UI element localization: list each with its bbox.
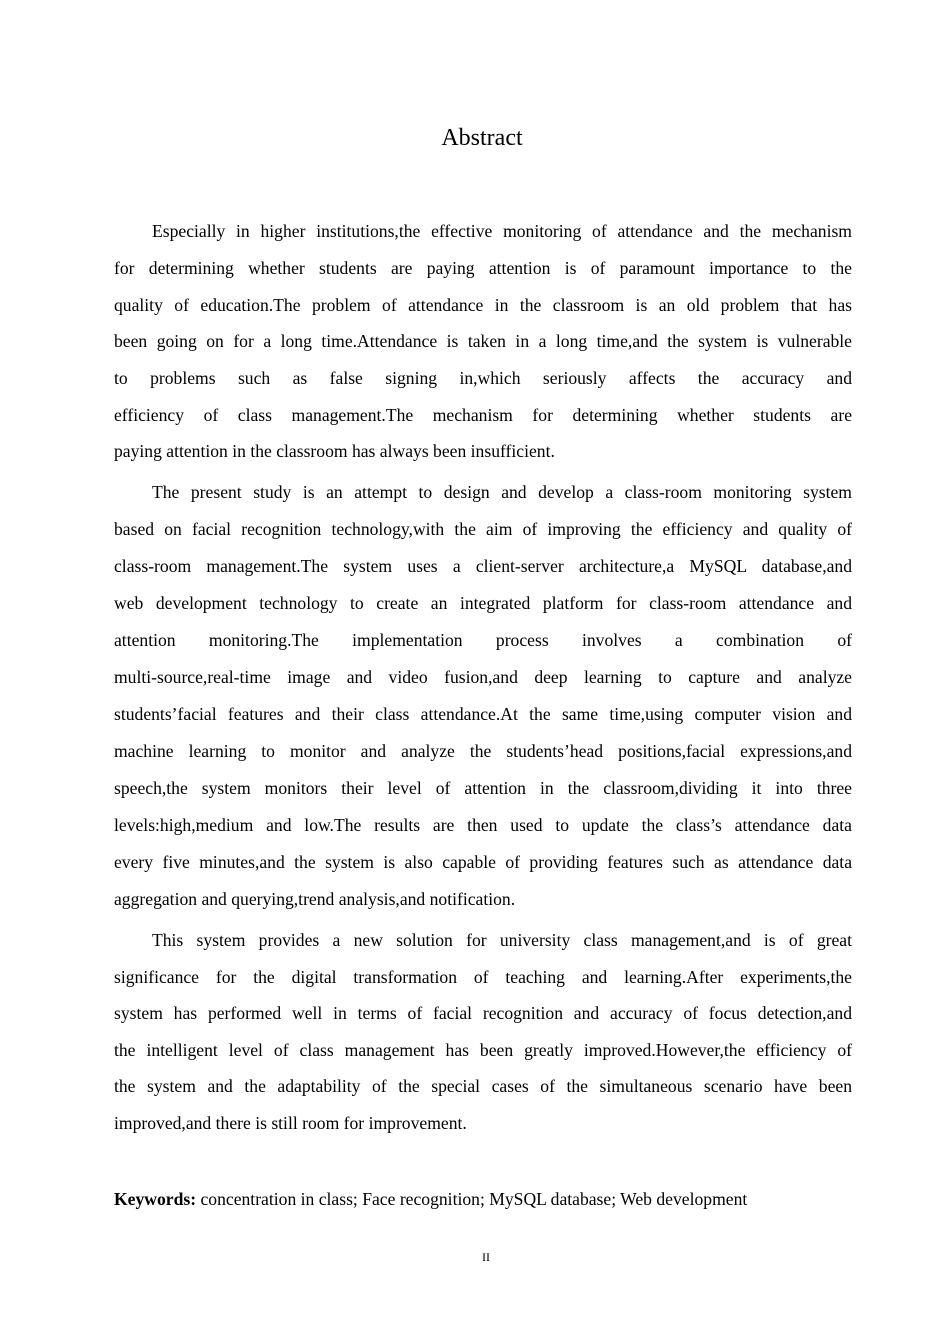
text-line: efficiency of class management.The mechanism for determining whether students are — [114, 405, 852, 425]
text-line: the intelligent level of class management has been greatly improved.However,the efficiency of — [114, 1040, 852, 1060]
text-line: for determining whether students are paying attention is of paramount importance to the — [114, 258, 852, 278]
text-line: class-room management.The system uses a client-server architecture,a MySQL database,and — [114, 556, 852, 576]
keywords-text: concentration in class; Face recognition; MySQL database; Web development — [196, 1189, 748, 1209]
abstract-title: Abstract — [441, 125, 523, 151]
text-line: system has performed well in terms of facial recognition and accuracy of focus detection,and — [114, 1003, 852, 1023]
text-line: aggregation and querying,trend analysis,and notification. — [114, 889, 516, 909]
text-line: web development technology to create an integrated platform for class-room attendance and — [114, 593, 852, 613]
text-line: significance for the digital transformation of teaching and learning.After experiments,the — [114, 967, 852, 987]
text-line: attention monitoring.The implementation process involves a combination of — [114, 630, 852, 650]
text-line: This system provides a new solution for university class management,and is of great — [152, 930, 852, 950]
keywords-line — [114, 1187, 747, 1211]
text-line: every five minutes,and the system is also capable of providing features such as attendance data — [114, 852, 852, 872]
text-line: improved,and there is still room for improvement. — [114, 1113, 467, 1133]
text-line: paying attention in the classroom has always been insufficient. — [114, 441, 555, 461]
keywords-label: Keywords: — [114, 1189, 197, 1209]
text-line: Especially in higher institutions,the effective monitoring of attendance and the mechanism — [152, 221, 852, 241]
text-line: students’facial features and their class attendance.At the same time,using computer vision and — [114, 704, 852, 724]
text-line: levels:high,medium and low.The results are then used to update the class’s attendance data — [114, 815, 852, 835]
text-line: multi-source,real-time image and video fusion,and deep learning to capture and analyze — [114, 667, 852, 687]
text-line: based on facial recognition technology,with the aim of improving the efficiency and quality of — [114, 519, 852, 539]
text-line: been going on for a long time.Attendance is taken in a long time,and the system is vulnerable — [114, 331, 852, 351]
text-line: speech,the system monitors their level of attention in the classroom,dividing it into three — [114, 778, 852, 798]
text-line: the system and the adaptability of the special cases of the simultaneous scenario have been — [114, 1076, 852, 1096]
text-line: The present study is an attempt to design and develop a class-room monitoring system — [152, 482, 852, 502]
text-line: machine learning to monitor and analyze the students’head positions,facial expressions,and — [114, 741, 852, 761]
text-line: to problems such as false signing in,which seriously affects the accuracy and — [114, 368, 852, 388]
text-line: quality of education.The problem of attendance in the classroom is an old problem that has — [114, 295, 852, 315]
page-number: II — [482, 1250, 490, 1264]
